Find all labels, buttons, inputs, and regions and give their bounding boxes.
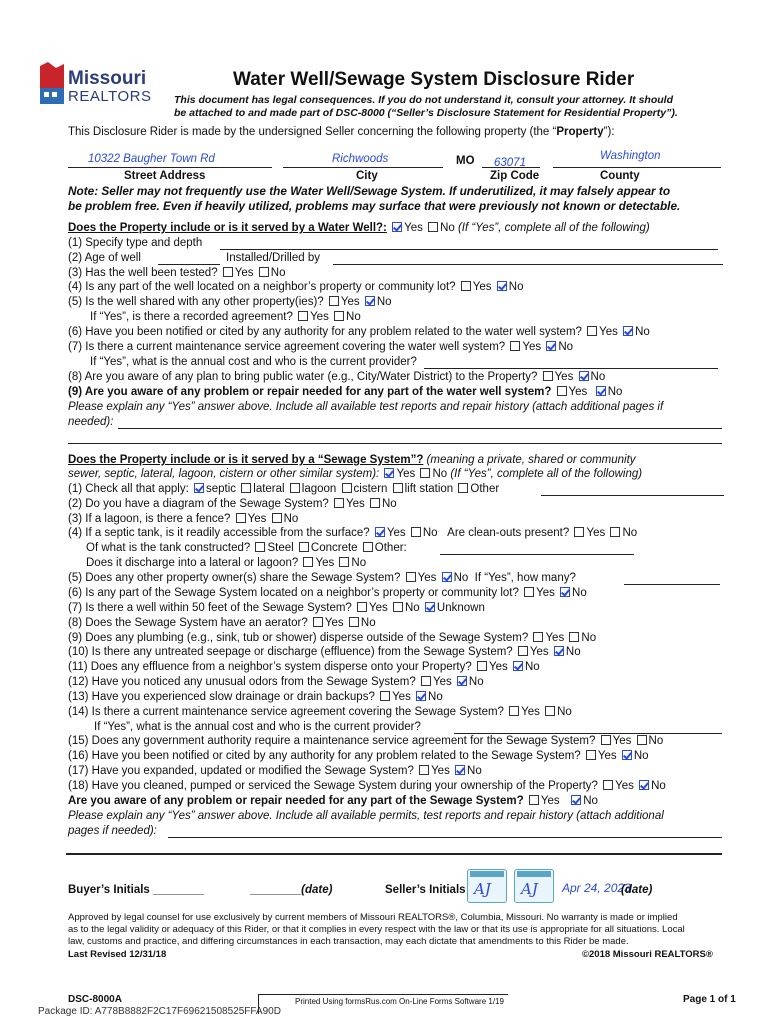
sewage-explain-1: Please explain any “Yes” answer above. Include all available permits, test reports and repair history (attach additional (68, 810, 664, 822)
lateral-checkbox[interactable] (241, 483, 251, 493)
sewage-q5-yes-checkbox[interactable] (406, 572, 416, 582)
well-q6: (6) Have you been notified or cited by any authority for any problem related to the water well system? Yes No (68, 326, 650, 338)
other-material-checkbox[interactable] (363, 542, 373, 552)
sewage-q9-yes-checkbox[interactable] (533, 632, 543, 642)
well-q1: (1) Specify type and depth (68, 237, 203, 249)
well-q5b: If “Yes”, is there a recorded agreement? Yes No (90, 311, 361, 323)
sewage-q15: (15) Does any government authority require a maintenance service agreement for the Sewage System? Yes No (68, 735, 664, 747)
note-line-1: Note: Seller may not frequently use the Water Well/Sewage System. If underutilized, it may falsely appear to (68, 184, 671, 198)
sewage-q13-no-checkbox[interactable] (416, 691, 426, 701)
sewage-q13: (13) Have you experienced slow drainage or drain backups? Yes No (68, 691, 443, 703)
lift-station-checkbox[interactable] (393, 483, 403, 493)
sewage-q11-yes-checkbox[interactable] (477, 661, 487, 671)
city-value[interactable]: Richwoods (332, 153, 389, 165)
sewage-q6-no-checkbox[interactable] (560, 587, 570, 597)
sewage-q12-yes-checkbox[interactable] (421, 676, 431, 686)
sewage-q16-yes-checkbox[interactable] (586, 750, 596, 760)
well-q8: (8) Are you aware of any plan to bring public water (e.g., City/Water District) to the Property? Yes No (68, 371, 606, 383)
buyer-date: ________(date) (250, 884, 333, 896)
sewage-q8-no-checkbox[interactable] (349, 617, 359, 627)
last-revised: Last Revised 12/31/18 (68, 949, 167, 960)
well-q6-no-checkbox[interactable] (623, 326, 633, 336)
sewage-q17: (17) Have you expanded, updated or modified the Sewage System? Yes No (68, 765, 482, 777)
sewage-q17-no-checkbox[interactable] (455, 765, 465, 775)
well-q4-yes-checkbox[interactable] (461, 281, 471, 291)
sewage-q14-no-checkbox[interactable] (545, 706, 555, 716)
zip-label: Zip Code (490, 170, 540, 182)
well-q9: (9) Are you aware of any problem or repair needed for any part of the water well system? Yes No (68, 386, 623, 398)
well-q9-no-checkbox[interactable] (596, 386, 606, 396)
sewage-question-head-2: sewer, septic, lateral, lagoon, cistern or other similar system): Yes No (If “Yes”, complete all of the following) (68, 468, 643, 480)
sewage-question-head: Does the Property include or is it served by a “Sewage System”? (meaning a private, shared or community (68, 454, 636, 466)
septic-checkbox[interactable] (194, 483, 204, 493)
sewage-q17-yes-checkbox[interactable] (419, 765, 429, 775)
sewage-q4-yes-checkbox[interactable] (375, 527, 385, 537)
sewage-q13-yes-checkbox[interactable] (380, 691, 390, 701)
well-q2b: Installed/Drilled by (226, 252, 320, 264)
well-q6-yes-checkbox[interactable] (587, 326, 597, 336)
copyright: ©2018 Missouri REALTORS® (582, 949, 713, 960)
sewage-q3: (3) If a lagoon, is there a fence? Yes No (68, 513, 299, 525)
well-yes-checkbox[interactable] (392, 222, 402, 232)
zip-value[interactable]: 63071 (494, 157, 526, 169)
seller-date-value[interactable]: Apr 24, 2023 (562, 881, 631, 895)
form-id: DSC-8000A (68, 994, 122, 1005)
sewage-q8: (8) Does the Sewage System have an aerator? Yes No (68, 617, 376, 629)
sewage-q18-no-checkbox[interactable] (639, 780, 649, 790)
logo-sub: REALTORS (68, 88, 152, 105)
sewage-q12: (12) Have you noticed any unusual odors from the Sewage System? Yes No (68, 676, 484, 688)
sewage-q19: Are you aware of any problem or repair needed for any part of the Sewage System? Yes No (68, 795, 598, 807)
well-q7-no-checkbox[interactable] (546, 341, 556, 351)
sewage-q15-no-checkbox[interactable] (637, 735, 647, 745)
concrete-checkbox[interactable] (299, 542, 309, 552)
approval-line-2: as to the legal validity or adequacy of this Rider, or that it complies in every respect with the law or that its use is appropriate for all situations. Local (68, 924, 685, 935)
city-label: City (356, 170, 378, 182)
sewage-q4: (4) If a septic tank, is it readily accessible from the surface? Yes No Are clean-outs present? Yes No (68, 527, 638, 539)
steel-checkbox[interactable] (255, 542, 265, 552)
sewage-yes-checkbox[interactable] (384, 468, 394, 478)
sewage-q19-no-checkbox[interactable] (571, 795, 581, 805)
sewage-q12-no-checkbox[interactable] (457, 676, 467, 686)
lagoon-checkbox[interactable] (290, 483, 300, 493)
sewage-q10-yes-checkbox[interactable] (518, 646, 528, 656)
package-id: Package ID: A778B8882F2C17F69621508525FFA90D (38, 1006, 281, 1017)
well-q7: (7) Is there a current maintenance service agreement covering the water well system? Yes No (68, 341, 574, 353)
sewage-q8-yes-checkbox[interactable] (313, 617, 323, 627)
page-number: Page 1 of 1 (683, 994, 736, 1005)
seller-initial-stamp-2[interactable]: AJ (514, 869, 554, 903)
sewage-q19-yes-checkbox[interactable] (529, 795, 539, 805)
well-q5-no-checkbox[interactable] (365, 296, 375, 306)
well-q3-no-checkbox[interactable] (259, 267, 269, 277)
sewage-q7-yes-checkbox[interactable] (357, 602, 367, 612)
note-line-2: be problem free. Even if heavily utilized, problems may surface that were previously not known or detectable. (68, 199, 681, 213)
warning-line-2: be attached to and made part of DSC-8000 (“Seller’s Disclosure Statement for Residential Property”). (174, 107, 678, 119)
sewage-no-checkbox[interactable] (420, 468, 430, 478)
well-q5-yes-checkbox[interactable] (329, 296, 339, 306)
well-q5b-yes-checkbox[interactable] (298, 311, 308, 321)
cleanouts-yes-checkbox[interactable] (574, 527, 584, 537)
state-label: MO (456, 155, 475, 167)
sewage-q7-unknown-checkbox[interactable] (425, 602, 435, 612)
well-q5: (5) Is the well shared with any other property(ies)? Yes No (68, 296, 392, 308)
seller-initial-stamp-1[interactable]: AJ (467, 869, 507, 903)
well-no-checkbox[interactable] (428, 222, 438, 232)
sewage-q6: (6) Is any part of the Sewage System located on a neighbor’s property or community lot? Yes No (68, 587, 587, 599)
cistern-checkbox[interactable] (342, 483, 352, 493)
well-q3: (3) Has the well been tested? Yes No (68, 267, 286, 279)
printed-note: Printed Using formsRus.com On-Line Forms Software 1/19 (295, 997, 504, 1006)
well-q8-no-checkbox[interactable] (579, 371, 589, 381)
well-q4-no-checkbox[interactable] (497, 281, 507, 291)
well-q5b-no-checkbox[interactable] (334, 311, 344, 321)
well-q4: (4) Is any part of the well located on a neighbor’s property or community lot? Yes No (68, 281, 524, 293)
sewage-q14: (14) Is there a current maintenance service agreement covering the Sewage System? Yes No (68, 706, 572, 718)
sewage-explain-2: pages if needed): (68, 825, 157, 837)
sewage-q5-no-checkbox[interactable] (442, 572, 452, 582)
well-q2a: (2) Age of well (68, 252, 141, 264)
sewage-q9: (9) Does any plumbing (e.g., sink, tub or shower) disperse outside of the Sewage System? Yes No (68, 632, 597, 644)
buyer-initials-label: Buyer’s Initials ________ (68, 884, 205, 896)
logo-word: Missouri (68, 68, 147, 89)
missouri-realtors-logo (38, 58, 160, 110)
sewage-q7-no-checkbox[interactable] (393, 602, 403, 612)
sewage-q7: (7) Is there a well within 50 feet of the Sewage System? Yes No Unknown (68, 602, 485, 614)
sewage-q4-no-checkbox[interactable] (411, 527, 421, 537)
county-value[interactable]: Washington (600, 150, 661, 162)
well-q7b: If “Yes”, what is the annual cost and who is the current provider? (90, 356, 417, 368)
sewage-q2-no-checkbox[interactable] (370, 498, 380, 508)
sewage-q18-yes-checkbox[interactable] (603, 780, 613, 790)
sewage-q2: (2) Do you have a diagram of the Sewage System? Yes No (68, 498, 397, 510)
intro-text: This Disclosure Rider is made by the undersigned Seller concerning the following property (the “Property”): (68, 126, 615, 138)
sewage-q10: (10) Is there any untreated seepage or discharge (effluence) from the Sewage System? Yes No (68, 646, 581, 658)
well-q9-yes-checkbox[interactable] (557, 386, 567, 396)
discharge-no-checkbox[interactable] (339, 557, 349, 567)
sewage-q5: (5) Does any other property owner(s) share the Sewage System? Yes No If “Yes”, how many? (68, 572, 576, 584)
sewage-q18: (18) Have you cleaned, pumped or serviced the Sewage System during your ownership of the Property? Yes No (68, 780, 666, 792)
sewage-q14b: If “Yes”, what is the annual cost and who is the current provider? (94, 721, 421, 733)
seller-date-label: (date) (621, 884, 653, 896)
sewage-q1: (1) Check all that apply: septic lateral lagoon cistern lift station Other (68, 483, 500, 495)
section-divider (66, 853, 722, 855)
sewage-q14-yes-checkbox[interactable] (509, 706, 519, 716)
sewage-q16: (16) Have you been notified or cited by any authority for any problem related to the Sewage System? Yes No (68, 750, 649, 762)
street-address-value[interactable]: 10322 Baugher Town Rd (88, 153, 215, 165)
discharge-yes-checkbox[interactable] (303, 557, 313, 567)
page-title: Water Well/Sewage System Disclosure Rider (233, 69, 635, 90)
sewage-q4d: Does it discharge into a lateral or lagoon? Yes No (86, 557, 367, 569)
well-q3-yes-checkbox[interactable] (223, 267, 233, 277)
sewage-q11: (11) Does any effluence from a neighbor’s system disperse onto your Property? Yes No (68, 661, 540, 673)
well-q8-yes-checkbox[interactable] (543, 371, 553, 381)
cleanouts-no-checkbox[interactable] (610, 527, 620, 537)
sewage-q6-yes-checkbox[interactable] (524, 587, 534, 597)
sewage-q4c: Of what is the tank constructed? Steel Concrete Other: (86, 542, 407, 554)
other-checkbox[interactable] (458, 483, 468, 493)
approval-line-3: law, customs and practice, and differing circumstances in each transaction, may each dictate that amendments to this Rider be made. (68, 936, 629, 947)
sewage-q10-no-checkbox[interactable] (554, 646, 564, 656)
approval-line-1: Approved by legal counsel for use exclusively by current members of Missouri REALTORS®, Columbia, Missouri. No warranty is made or implied (68, 912, 678, 923)
warning-line-1: This document has legal consequences. If you do not understand it, consult your attorney. It should (174, 94, 673, 106)
street-label: Street Address (124, 170, 206, 182)
well-q7-yes-checkbox[interactable] (510, 341, 520, 351)
well-explain-2: needed): (68, 416, 114, 428)
printed-box (258, 994, 508, 1014)
sewage-q16-no-checkbox[interactable] (622, 750, 632, 760)
sewage-q15-yes-checkbox[interactable] (601, 735, 611, 745)
well-explain-1: Please explain any “Yes” answer above. Include all available test reports and repair history (attach additional pages if (68, 401, 664, 413)
sewage-q11-no-checkbox[interactable] (513, 661, 523, 671)
county-label: County (600, 170, 640, 182)
sewage-q2-yes-checkbox[interactable] (334, 498, 344, 508)
sewage-q3-yes-checkbox[interactable] (236, 513, 246, 523)
seller-initials-label: Seller’s Initials (385, 884, 466, 896)
sewage-q9-no-checkbox[interactable] (569, 632, 579, 642)
well-question-head: Does the Property include or is it served by a Water Well?: Yes No (If “Yes”, complete all of the following) (68, 222, 650, 234)
sewage-q3-no-checkbox[interactable] (272, 513, 282, 523)
